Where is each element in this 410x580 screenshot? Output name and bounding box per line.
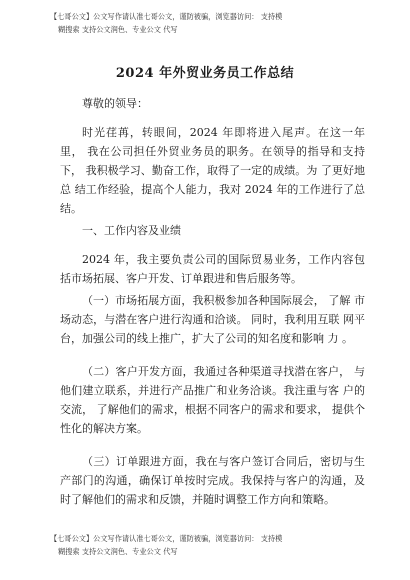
document-title: 2024 年外贸业务员工作总结 xyxy=(115,66,295,81)
paragraph-market: （一）市场拓展方面，我积极参加各种国际展会， 了解 市场动态，与潜在客户进行沟通和洽谈。 同时，我利用互联 网平台，加强公司的线上推广，扩大了公司的知名度和影响 力 。 xyxy=(60,294,365,345)
paragraph-intro: 时光荏苒，转眼间，2024 年即将进入尾声。在这一年里， 我在公司担任外贸业务员的职务。在领导的指导和支持下， 我积极学习、勤奋工作，取得了一定的成绩。为 了更好地总 结工作经验，提高个人能力，我对 2024 年的工作进行了总 结。 xyxy=(60,126,365,215)
page-footer-watermark xyxy=(50,532,380,558)
paragraph-overview: 2024 年，我主要负责公司的国际贸易业务，工作内容包 括市场拓展、客户开发、订单跟进和售后服务等。 xyxy=(60,253,365,285)
page-header-watermark xyxy=(50,10,380,36)
header-line-2: 糊搜索 支持公文润色、专业公文 代写 xyxy=(58,25,178,34)
paragraph-orders: （三）订单跟进方面，我在与客户签订合同后，密切与生产部门的沟通，确保订单按时完成。我保持与客户的沟通，及时了解他们的需求和反馈，并随时调整工作方向和策略。 xyxy=(60,455,365,506)
footer-line-1: 【七哥公文】公文写作请认准七哥公文，谨防被骗，浏览器访问： 支持模 xyxy=(50,534,283,543)
footer-line-2: 糊搜索 支持公文润色、专业公文 代写 xyxy=(58,547,178,556)
paragraph-clients: （二）客户开发方面，我通过各种渠道寻找潜在客户， 与他们建立联系，并进行产品推广和业务洽谈。我注重与客 户的交流， 了解他们的需求，根据不同客户的需求和要求， 提供个性化的解决方案。 xyxy=(60,365,365,435)
salutation: 尊敬的领导： xyxy=(82,97,148,110)
section-heading: 一、工作内容及业绩 xyxy=(82,224,181,237)
document-body xyxy=(60,88,365,509)
header-line-1: 【七哥公文】公文写作请认准七哥公文，谨防被骗，浏览器访问： 支持模 xyxy=(50,12,283,21)
